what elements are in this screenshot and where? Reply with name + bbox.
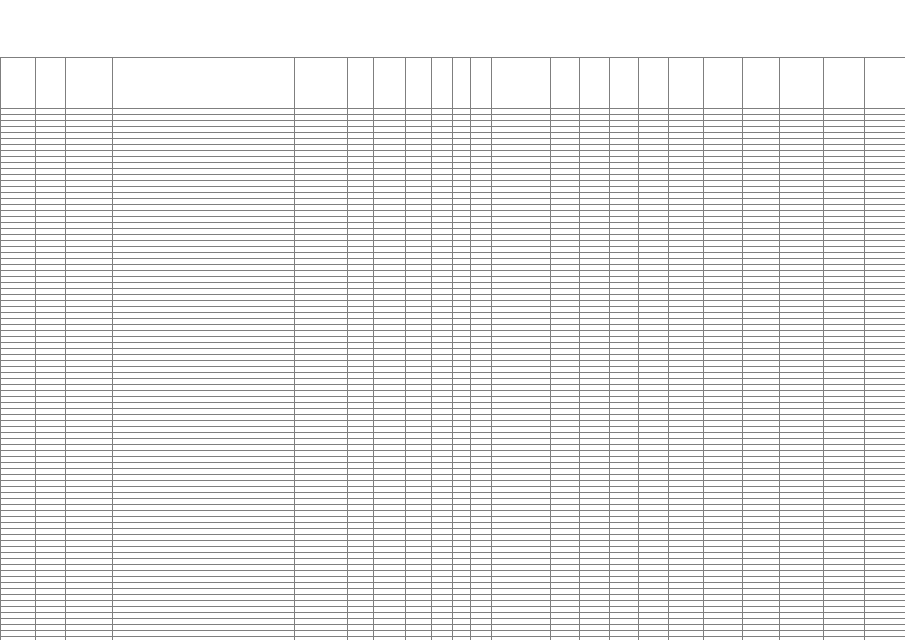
spreadsheet-area xyxy=(0,57,905,640)
column-header[interactable] xyxy=(471,58,492,109)
table-cell[interactable] xyxy=(406,637,432,640)
table-cell[interactable] xyxy=(36,637,65,640)
column-header[interactable] xyxy=(294,58,347,109)
column-header[interactable] xyxy=(639,58,668,109)
column-header[interactable] xyxy=(112,58,294,109)
table-cell[interactable] xyxy=(668,637,703,640)
column-header[interactable] xyxy=(1,58,36,109)
table-cell[interactable] xyxy=(780,637,823,640)
header-row xyxy=(1,58,905,109)
column-header[interactable] xyxy=(780,58,823,109)
table-cell[interactable] xyxy=(580,637,609,640)
table-cell[interactable] xyxy=(742,637,780,640)
table-cell[interactable] xyxy=(609,637,638,640)
table-cell[interactable] xyxy=(703,637,742,640)
column-header[interactable] xyxy=(36,58,65,109)
table-cell[interactable] xyxy=(471,637,492,640)
table-cell[interactable] xyxy=(823,637,864,640)
data-table xyxy=(0,57,905,640)
column-header[interactable] xyxy=(65,58,112,109)
column-header[interactable] xyxy=(864,58,905,109)
table-cell[interactable] xyxy=(373,637,406,640)
table-cell[interactable] xyxy=(1,637,36,640)
column-header[interactable] xyxy=(580,58,609,109)
table-cell[interactable] xyxy=(112,637,294,640)
column-header[interactable] xyxy=(432,58,453,109)
table-body xyxy=(1,109,905,640)
table-row xyxy=(1,637,905,640)
table-cell[interactable] xyxy=(639,637,668,640)
column-header[interactable] xyxy=(492,58,551,109)
column-header[interactable] xyxy=(703,58,742,109)
table-cell[interactable] xyxy=(347,637,373,640)
table-cell[interactable] xyxy=(453,637,471,640)
table-cell[interactable] xyxy=(551,637,580,640)
table-cell[interactable] xyxy=(492,637,551,640)
table-cell[interactable] xyxy=(432,637,453,640)
table-cell[interactable] xyxy=(294,637,347,640)
table-cell[interactable] xyxy=(864,637,905,640)
column-header[interactable] xyxy=(551,58,580,109)
column-header[interactable] xyxy=(347,58,373,109)
column-header[interactable] xyxy=(742,58,780,109)
table-cell[interactable] xyxy=(65,637,112,640)
column-header[interactable] xyxy=(609,58,638,109)
column-header[interactable] xyxy=(406,58,432,109)
column-header[interactable] xyxy=(668,58,703,109)
column-header[interactable] xyxy=(373,58,406,109)
column-header[interactable] xyxy=(453,58,471,109)
column-header[interactable] xyxy=(823,58,864,109)
